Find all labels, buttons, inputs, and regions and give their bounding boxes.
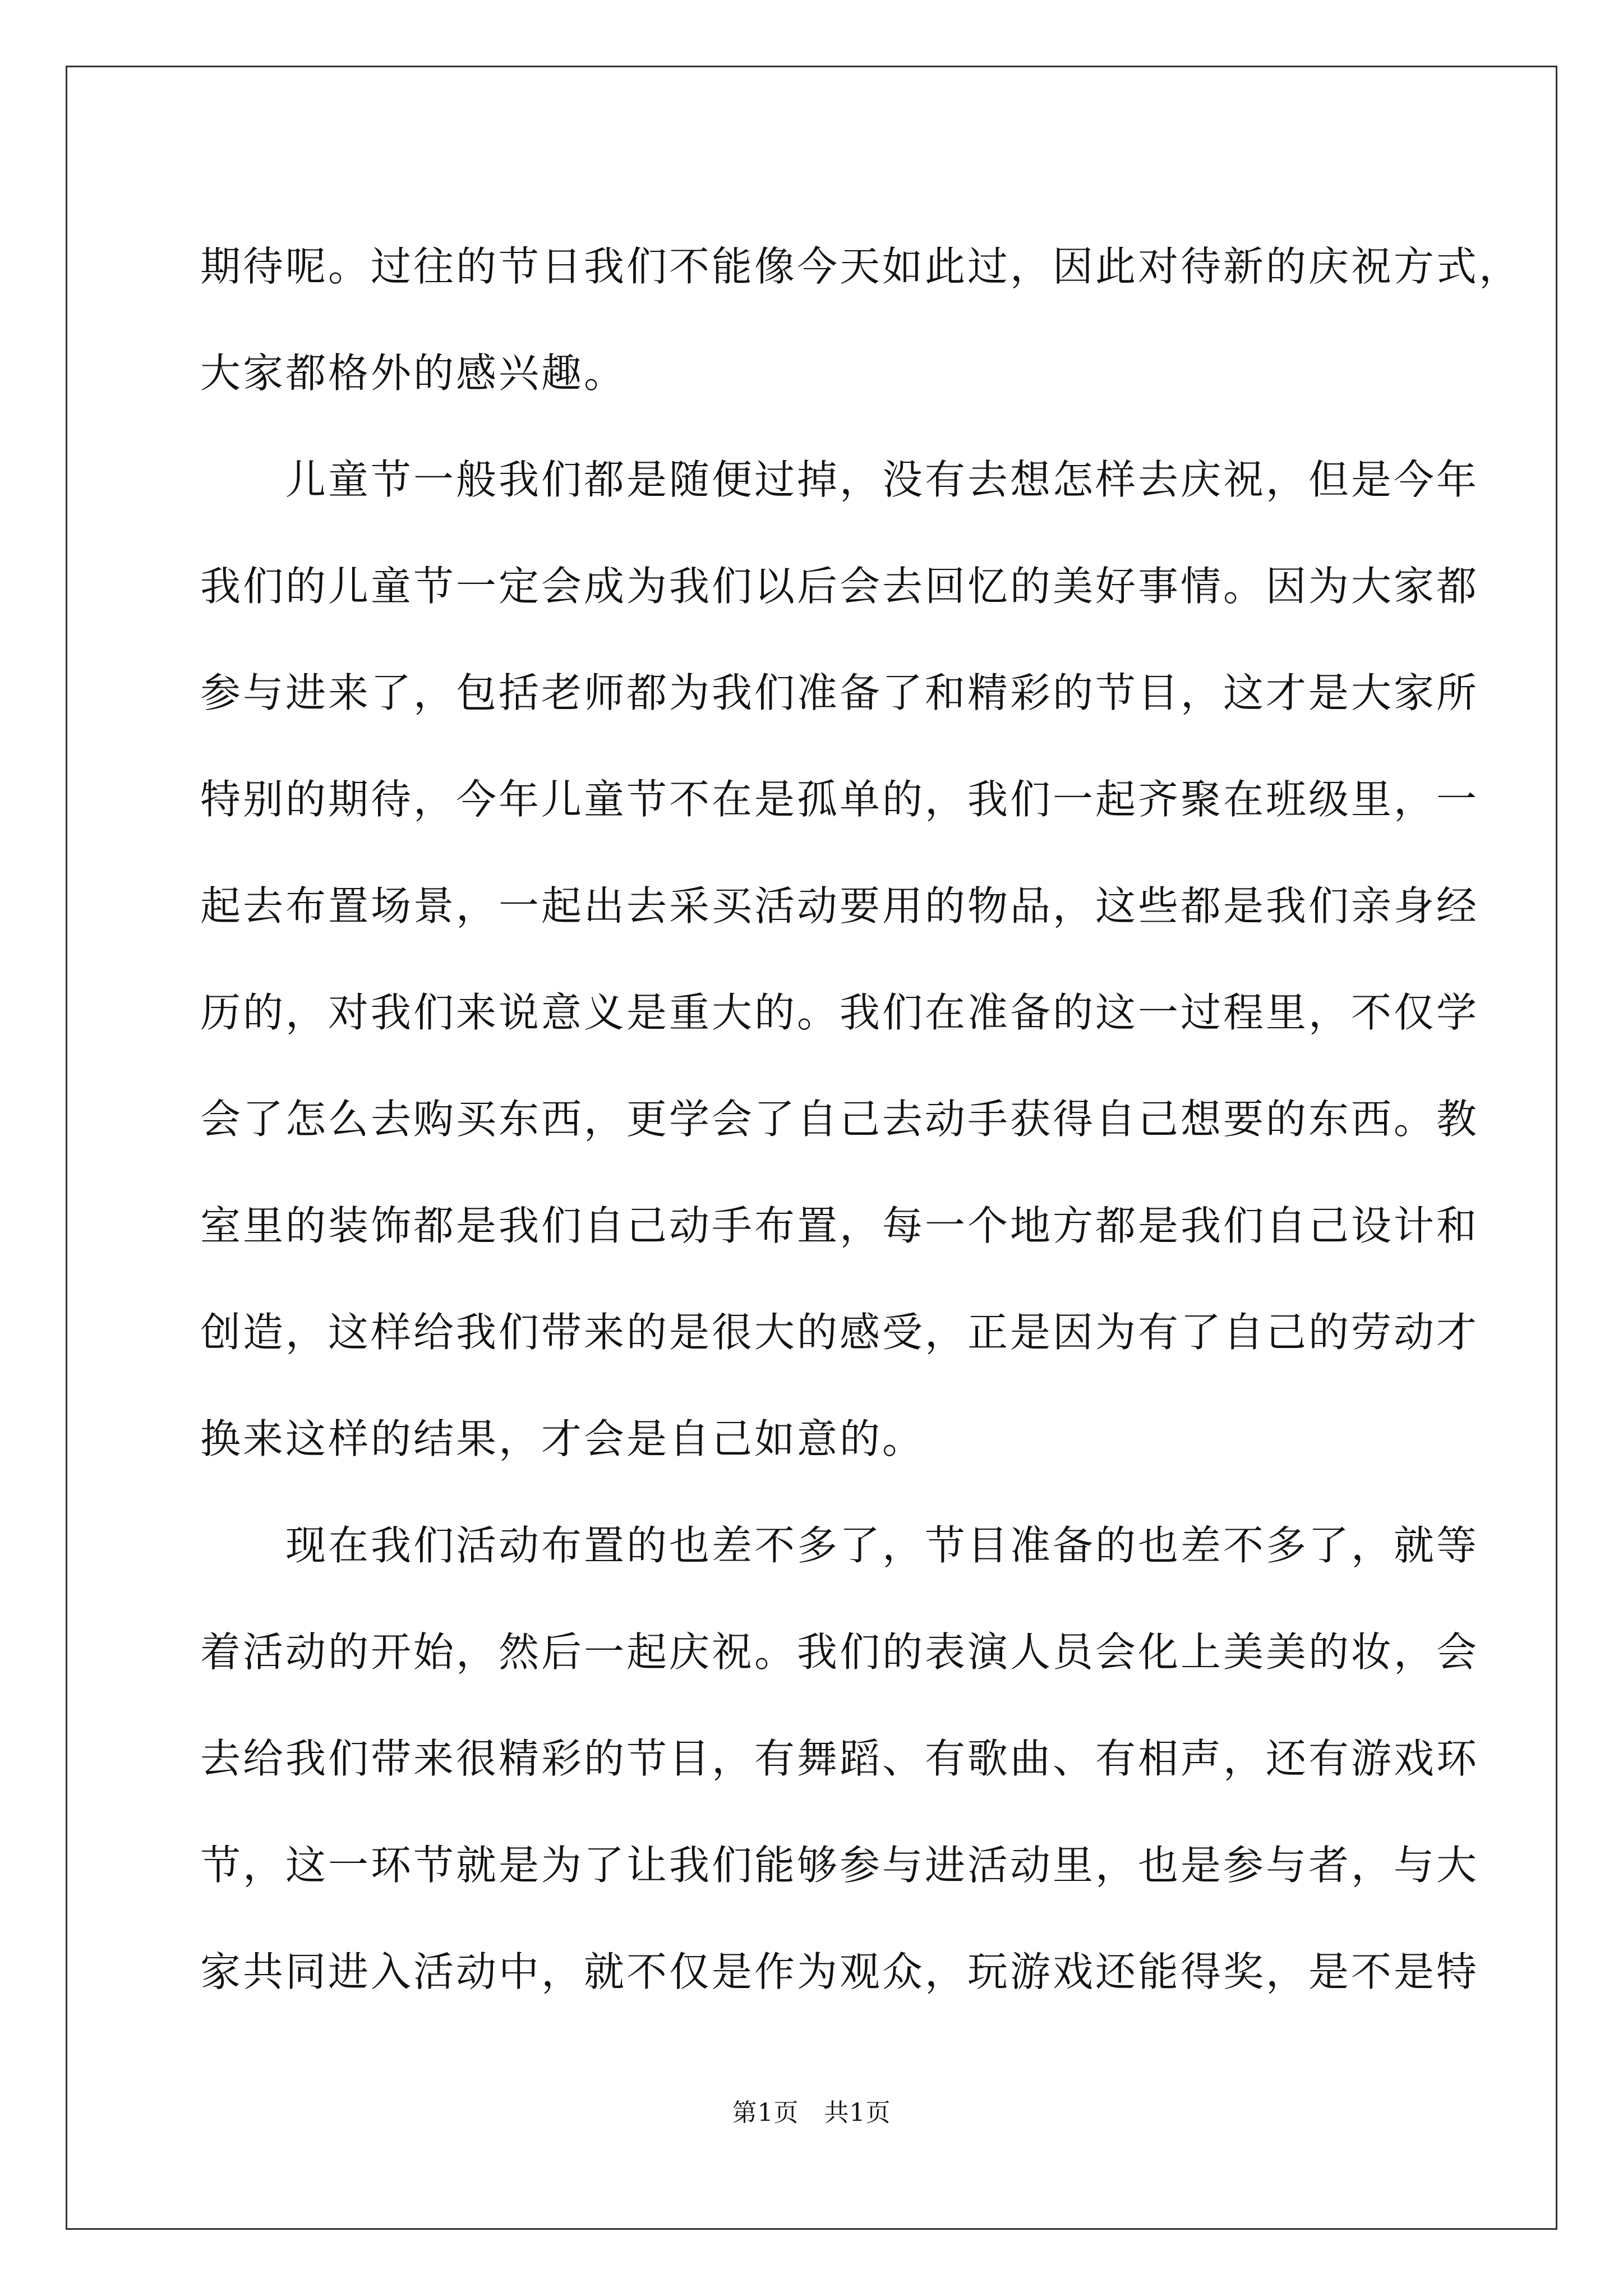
- text-line: 现在我们活动布置的也差不多了，节目准备的也差不多了，就等: [200, 1522, 1479, 1569]
- text-line: 创造，这样给我们带来的是很大的感受，正是因为有了自己的劳动才: [200, 1309, 1479, 1356]
- text-line: 儿童节一般我们都是随便过掉，没有去想怎样去庆祝，但是今年: [200, 456, 1479, 503]
- text-line: 期待呢。过往的节日我们不能像今天如此过，因此对待新的庆祝方式，: [200, 243, 1522, 290]
- text-line: 换来这样的结果，才会是自己如意的。: [200, 1415, 925, 1462]
- text-line: 我们的儿童节一定会成为我们以后会去回忆的美好事情。因为大家都: [200, 563, 1479, 610]
- page-number-footer: 第1页 共1页: [732, 2099, 891, 2127]
- text-line: 去给我们带来很精彩的节目，有舞蹈、有歌曲、有相声，还有游戏环: [200, 1735, 1479, 1782]
- text-line: 特别的期待，今年儿童节不在是孤单的，我们一起齐聚在班级里，一: [200, 776, 1479, 823]
- text-line: 节，这一环节就是为了让我们能够参与进活动里，也是参与者，与大: [200, 1842, 1479, 1889]
- text-line: 室里的装饰都是我们自己动手布置，每一个地方都是我们自己设计和: [200, 1202, 1479, 1249]
- text-line: 会了怎么去购买东西，更学会了自己去动手获得自己想要的东西。教: [200, 1096, 1479, 1143]
- text-line: 参与进来了，包括老师都为我们准备了和精彩的节目，这才是大家所: [200, 669, 1479, 716]
- text-line: 历的，对我们来说意义是重大的。我们在准备的这一过程里，不仅学: [200, 989, 1479, 1036]
- document-body: [200, 213, 1522, 2025]
- text-line: 起去布置场景，一起出去采买活动要用的物品，这些都是我们亲身经: [200, 882, 1479, 930]
- text-line: 家共同进入活动中，就不仅是作为观众，玩游戏还能得奖，是不是特: [200, 1948, 1479, 1995]
- text-line: 大家都格外的感兴趣。: [200, 349, 627, 397]
- text-line: 着活动的开始，然后一起庆祝。我们的表演人员会化上美美的妆，会: [200, 1628, 1479, 1676]
